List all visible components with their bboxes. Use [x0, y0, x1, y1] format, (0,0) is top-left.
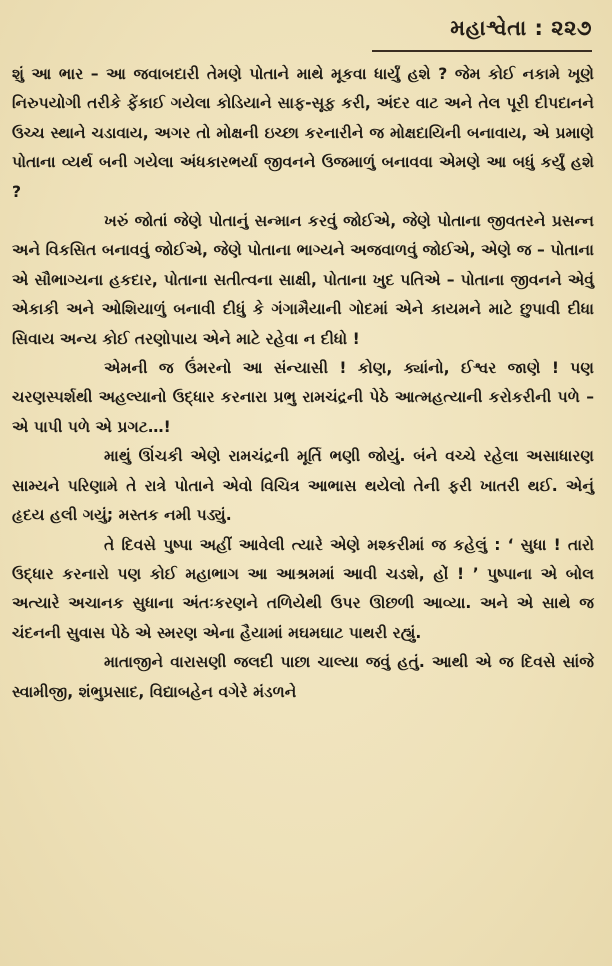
page-body: [12, 60, 594, 707]
running-header: મહાશ્વેતા : ૨૨૭: [450, 15, 592, 40]
paragraph-5: તે દિવસે પુષ્પા અહીં આવેલી ત્યારે એણે મશ્કરીમાં જ કહેલું : ‘ સુધા ! તારો ઉદ્ધાર કરનારો પણ કોઈ મહાભાગ આ આશ્રમમાં આવી ચડશે, હોં ! ’ પુષ્પાના એ બોલ અત્યારે અચાનક સુધાના અંતઃકરણને તળિયેથી ઉપર ઊછળી આવ્યા. અને એ સાથે જ ચંદનની સુવાસ પેઠે એ સ્મરણ એના હૈયામાં મઘમઘાટ પાથરી રહ્યું.: [12, 535, 594, 642]
paragraph-4: માથું ઊંચકી એણે રામચંદ્રની મૂર્તિ ભણી જોયું. બંને વચ્ચે રહેલા અસાધારણ સામ્યને પરિણામે તે રાત્રે પોતાને એવો વિચિત્ર આભાસ થયેલો તેની ફરી ખાતરી થઈ. એનું હૃદય હલી ગયું; મસ્તક નમી પડ્યું.: [12, 447, 594, 525]
header-rule: [372, 50, 592, 52]
paragraph-6: માતાજીને વારાસણી જલદી પાછા ચાલ્યા જવું હતું. આથી એ જ દિવસે સાંજે સ્વામીજી, શંભુપ્રસાદ, વિદ્યાબહેન વગેરે મંડળને: [12, 653, 594, 701]
paragraph-2: ખરું જોતાં જેણે પોતાનું સન્માન કરવું જોઈએ, જેણે પોતાના જીવતરને પ્રસન્ન અને વિકસિત બનાવવું જોઈએ, જેણે પોતાના ભાગ્યને અજવાળવું જોઈએ, એણે જ – પોતાના એ સૌભાગ્યના હકદાર, પોતાના સતીત્વના સાક્ષી, પોતાના ખુદ પતિએ – પોતાના જીવનને એવું એકાકી અને ઓશિયાળું બનાવી દીધું કે ગંગામૈયાની ગોદમાં એને કાયમને માટે છુપાવી દીધા સિવાય અન્ય કોઈ તરણોપાય એને માટે રહેવા ન દીધો !: [12, 212, 594, 348]
paragraph-1: શું આ ભાર – આ જવાબદારી તેમણે પોતાને માથે મૂકવા ધાર્યું હશે ? જેમ કોઈ નકામે ખૂણે નિરુપયોગી તરીકે ફેંકાઈ ગયેલા કોડિયાને સાફ-સૂફ કરી, અંદર વાટ અને તેલ પૂરી દીપદાનને ઉચ્ચ સ્થાને ચડાવાય, અગર તો મોક્ષની ઇચ્છા કરનારીને જ મોક્ષદાયિની બનાવાય, એ પ્રમાણે પોતાના વ્યર્થ બની ગયેલા અંધકારભર્યા જીવનને ઉજમાળું બનાવવા એમણે આ બધું કર્યું હશે ?: [12, 65, 594, 201]
paragraph-3: એમની જ ઉંમરનો આ સંન્યાસી ! કોણ, ક્યાંનો, ઈશ્વર જાણે ! પણ ચરણસ્પર્શથી અહલ્યાનો ઉદ્ધાર કરનારા પ્રભુ રામચંદ્રની પેઠે આત્મહત્યાની કરોકરીની પળે – એ પાપી પળે એ પ્રગટ…!: [12, 359, 594, 436]
